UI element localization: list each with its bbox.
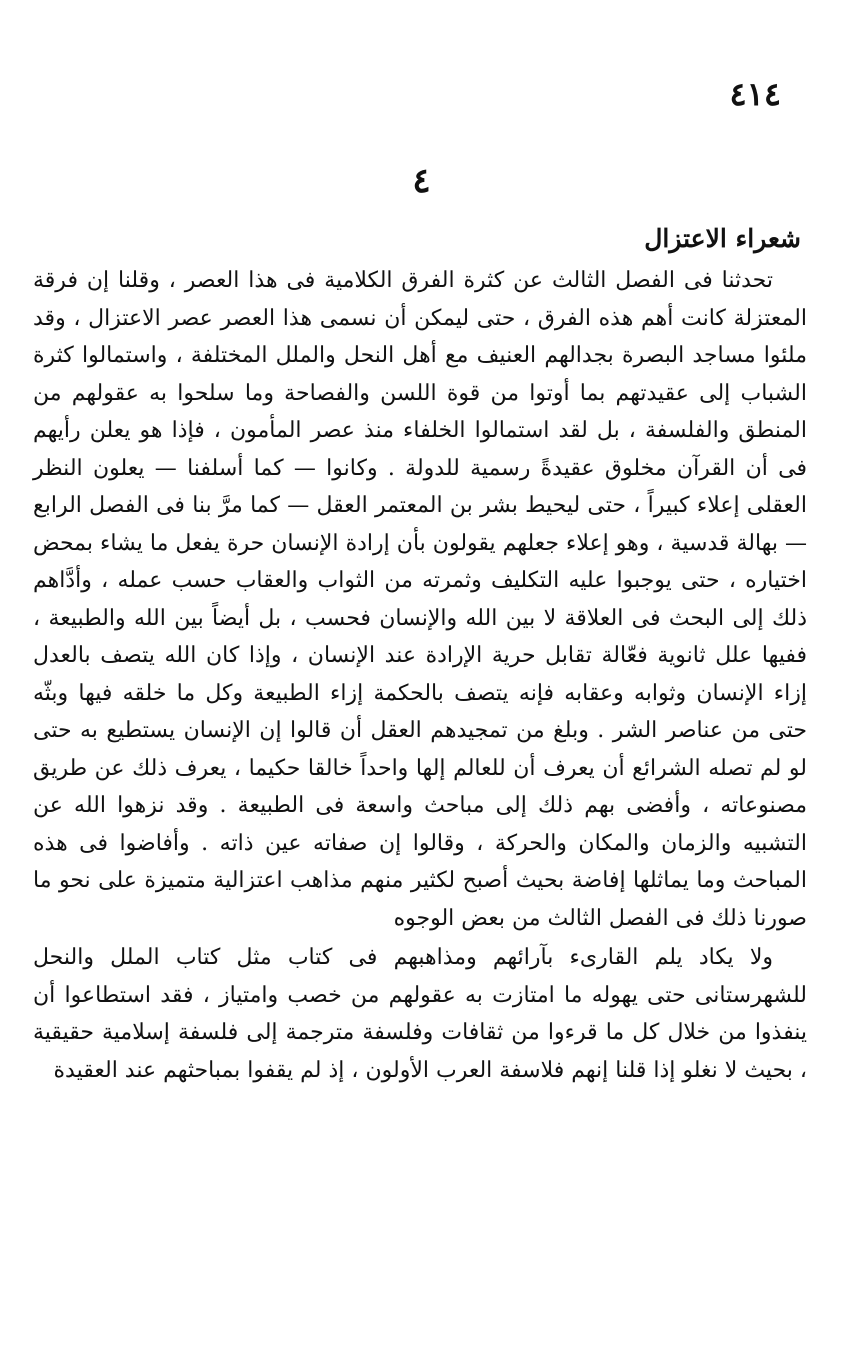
section-title: شعراء الاعتزال	[644, 224, 801, 253]
chapter-number: ٤	[412, 161, 431, 201]
page-number: ٤١٤	[729, 75, 781, 113]
body-text	[33, 262, 807, 1089]
paragraph-1: تحدثنا فى الفصل الثالث عن كثرة الفرق الكلامية فى هذا العصر ، وقلنا إن فرقة المعتزلة كانت أهم هذه الفرق ، حتى ليمكن أن نسمى هذا العصر عصر الاعتزال ، وقد ملئوا مساجد البصرة بجدالهم العنيف مع أهل النحل والملل المختلفة ، واستمالوا كثرة الشباب إلى عقيدتهم بما أوتوا من قوة اللسن والفصاحة وما سلحوا به عقولهم من المنطق والفلسفة ، بل لقد استمالوا الخلفاء منذ عصر المأمون ، فإذا هو يعلن رأيهم فى أن القرآن مخلوق عقيدةً رسمية للدولة . وكانوا — كما أسلفنا — يعلون النظر العقلى إعلاء كبيراً ، حتى ليحيط بشر بن المعتمر العقل — كما مرَّ بنا فى الفصل الرابع — بهالة قدسية ، وهو إعلاء جعلهم يقولون بأن إرادة الإنسان حرة يفعل ما يشاء بمحض اختياره ، حتى يوجبوا عليه التكليف وثمرته من الثواب والعقاب حسب عمله ، وأدَّاهم ذلك إلى البحث فى العلاقة لا بين الله والإنسان فحسب ، بل أيضاً بين الله والطبيعة ، ففيها علل ثانوية فعّالة تقابل حرية الإرادة عند الإنسان ، وإذا كان الله يتصف بالعدل إزاء الإنسان وثوابه وعقابه فإنه يتصف بالحكمة إزاء الطبيعة وكل ما خلقه فيها وبثّه حتى من عناصر الشر . وبلغ من تمجيدهم العقل أن قالوا إن الإنسان يستطيع به حتى لو لم تصله الشرائع أن يعرف أن للعالم إلها واحداً خالقا حكيما ، يعرف ذلك عن طريق مصنوعاته ، وأفضى بهم ذلك إلى مباحث واسعة فى الطبيعة . وقد نزهوا الله عن التشبيه والزمان والمكان والحركة ، وقالوا إن صفاته عين ذاته . وأفاضوا فى هذه المباحث وما يماثلها إفاضة بحيث أصبح لكثير منهم مذاهب اعتزالية متميزة على نحو ما صورنا ذلك فى الفصل الثالث من بعض الوجوه	[33, 268, 807, 931]
paragraph-2: ولا يكاد يلم القارىء بآرائهم ومذاهبهم فى كتاب مثل كتاب الملل والنحل للشهرستانى حتى يهوله ما امتازت به عقولهم من خصب وامتياز ، فقد استطاعوا أن ينفذوا من خلال كل ما قرءوا من ثقافات وفلسفة مترجمة إلى فلسفة إسلامية حقيقية ، بحيث لا نغلو إذا قلنا إنهم فلاسفة العرب الأولون ، إذ لم يقفوا بمباحثهم عند العقيدة	[33, 945, 807, 1083]
